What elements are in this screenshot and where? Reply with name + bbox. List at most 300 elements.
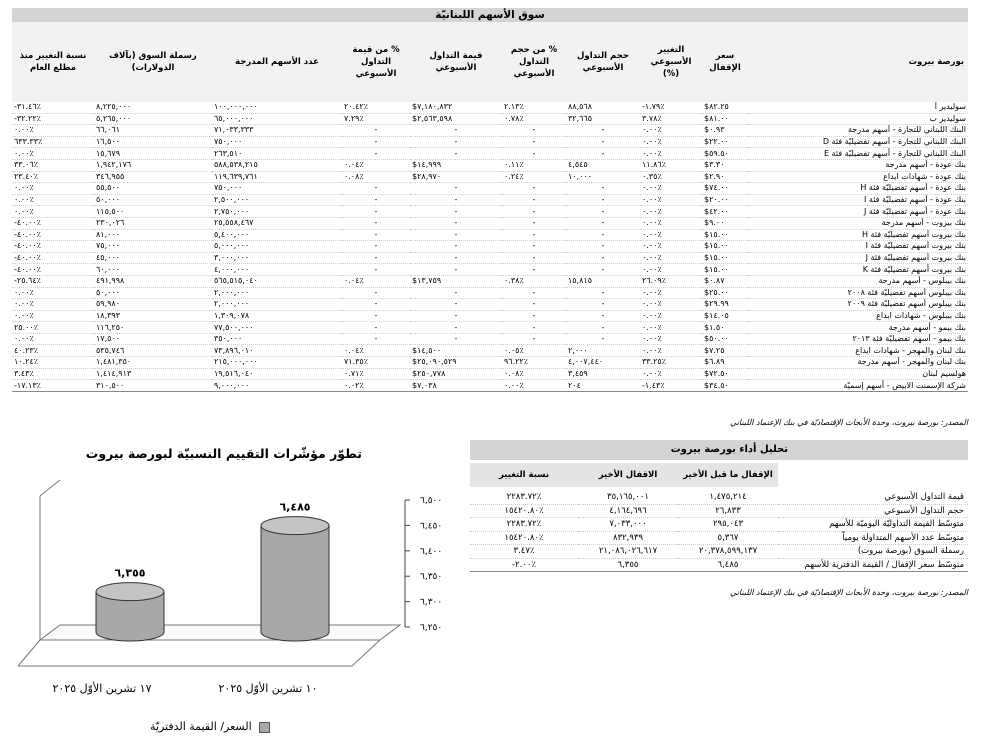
table-row xyxy=(12,217,968,229)
cell-weekly-change: ٠.٠٠٪ xyxy=(640,345,702,357)
cell-weekly-change: ٠.٠٠٪ xyxy=(640,217,702,229)
cell-weekly-volume: - xyxy=(566,310,640,322)
cell-ytd-change: ١٠.٢٤٪ xyxy=(12,357,94,369)
cell-price: $١٥.٠٠ xyxy=(702,264,748,276)
cell-volume-pct: - xyxy=(502,333,566,345)
cell-ytd-change: ٣.٤٣٪ xyxy=(12,368,94,380)
cell-volume-pct: - xyxy=(502,264,566,276)
cell-shares-listed: ٣,٠٠٠,٠٠٠ xyxy=(212,252,342,264)
cell-ytd-change: -٣١.٤٦٪ xyxy=(12,102,94,113)
cell-shares-listed: ٥٦٥,٥١٥,٠٤٠ xyxy=(212,275,342,287)
table-row xyxy=(12,345,968,357)
bar-body xyxy=(261,526,329,641)
cell-volume-pct: - xyxy=(502,287,566,299)
cell-price: $١٥.٠٠ xyxy=(702,229,748,241)
performance-title: تحليل أداء بورصة بيروت xyxy=(470,440,968,460)
cell-weekly-change: ٠.٠٠٪ xyxy=(640,136,702,148)
cell-weekly-volume: - xyxy=(566,252,640,264)
cell-price: $٥٠.٠٠ xyxy=(702,333,748,345)
header-name: بورصة بيروت xyxy=(748,22,968,102)
cell-shares-listed: ٢٦٣,٥١٠ xyxy=(212,148,342,160)
table-row xyxy=(12,159,968,171)
cell-value-pct: - xyxy=(342,194,410,206)
cell-ytd-change: ٠.٠٠٪ xyxy=(12,299,94,311)
cell-shares-listed: ١٠٠,٠٠٠,٠٠٠ xyxy=(212,102,342,113)
cell-value-pct: ٢٠.٤٢٪ xyxy=(342,102,410,113)
cell-market-cap: ٧٥,٠٠٠ xyxy=(94,241,212,253)
y-tick-label: ٦,٥٠٠ xyxy=(420,496,443,506)
table-row xyxy=(12,102,968,113)
cell-market-cap: ٤٥,٠٠٠ xyxy=(94,252,212,264)
cell-weekly-change: ٠.٠٠٪ xyxy=(640,229,702,241)
cell-weekly-change: ٣٣.٢٥٪ xyxy=(640,357,702,369)
cell-weekly-value: - xyxy=(410,229,502,241)
perf-cell-label: قيمة التداول الأسبوعي xyxy=(778,487,968,504)
cell-name: بنك لبنان والمهجر - أسهم مدرجة xyxy=(748,357,968,369)
perf-cell-prev-close: ٥,٣٦٧ xyxy=(678,531,778,545)
cell-shares-listed: ٥٨٨,٥٣٨,٢١٥ xyxy=(212,159,342,171)
bar-value-label: ٦,٣٥٥ xyxy=(114,566,146,580)
cell-value-pct: - xyxy=(342,148,410,160)
cell-weekly-volume: ٤,٥٤٥ xyxy=(566,159,640,171)
cell-name: بنك بيروت أسهم تفضيليّة فئة J xyxy=(748,252,968,264)
cell-market-cap: ١٦,٥٠٠ xyxy=(94,136,212,148)
cell-shares-listed: ٧٥٠,٠٠٠ xyxy=(212,183,342,195)
cell-price: $٠.٩٣ xyxy=(702,125,748,137)
cell-name: بنك بيبلوس - شهادات ايداع xyxy=(748,310,968,322)
cell-value-pct: - xyxy=(342,183,410,195)
cell-shares-listed: ٧٧,٥٠٠,٠٠٠ xyxy=(212,322,342,334)
cell-volume-pct: - xyxy=(502,310,566,322)
cell-ytd-change: ٠.٠٠٪ xyxy=(12,194,94,206)
bar-value-label: ٦,٤٨٥ xyxy=(279,500,311,514)
cell-weekly-volume: - xyxy=(566,194,640,206)
cell-weekly-change: -١.٧٩٪ xyxy=(640,102,702,113)
cell-weekly-change: ٠.٠٠٪ xyxy=(640,183,702,195)
cell-shares-listed: ٧٥٠,٠٠٠ xyxy=(212,136,342,148)
perf-header-change: نسبة التغيير xyxy=(470,463,578,487)
valuation-chart xyxy=(0,470,470,720)
cell-market-cap: ٥٠,٠٠٠ xyxy=(94,287,212,299)
table-row xyxy=(12,125,968,137)
cell-shares-listed: ٥,٤٠٠,٠٠٠ xyxy=(212,229,342,241)
cell-name: هولسيم لبنان xyxy=(748,368,968,380)
cell-weekly-change: ٠.٠٠٪ xyxy=(640,125,702,137)
cell-volume-pct: - xyxy=(502,229,566,241)
cell-ytd-change: -٤٠.٠٠٪ xyxy=(12,252,94,264)
cell-market-cap: ١١٦,٢٥٠ xyxy=(94,322,212,334)
cell-volume-pct: - xyxy=(502,206,566,218)
cell-weekly-change: ٠.٠٠٪ xyxy=(640,206,702,218)
table-row xyxy=(12,171,968,183)
header-shares-listed: عدد الأسهم المدرجة xyxy=(212,22,342,102)
cell-weekly-volume: ٣,٤٥٩ xyxy=(566,368,640,380)
perf-cell-change: ٢٢٨٣.٧٢٪ xyxy=(470,518,578,532)
cell-ytd-change: ٦٣٣.٣٣٪ xyxy=(12,136,94,148)
table-row xyxy=(12,322,968,334)
cell-price: $٢٠.٠٠ xyxy=(702,194,748,206)
cell-weekly-value: $١٣,٧٥٩ xyxy=(410,275,502,287)
cell-volume-pct: - xyxy=(502,252,566,264)
stock-rows xyxy=(12,102,968,391)
cell-value-pct: - xyxy=(342,252,410,264)
cell-ytd-change: ٤٠.٢٣٪ xyxy=(12,345,94,357)
cell-weekly-change: ٠.٠٠٪ xyxy=(640,287,702,299)
cell-weekly-volume: ٤,٠٠٧,٤٤٠ xyxy=(566,357,640,369)
perf-cell-change: ١٥٤٢٠.٨٠٪ xyxy=(470,504,578,518)
cell-ytd-change: ٠.٠٠٪ xyxy=(12,287,94,299)
cell-shares-listed: ٦٥,٠٠٠,٠٠٠ xyxy=(212,113,342,125)
cell-market-cap: ٣٤٦,٩٥٥ xyxy=(94,171,212,183)
table-row xyxy=(12,194,968,206)
table-header-row xyxy=(12,22,968,102)
chart-plot-area xyxy=(40,496,400,640)
cell-shares-listed: ٧٣,٨٩٦,٠١٠ xyxy=(212,345,342,357)
table-row xyxy=(12,333,968,345)
cell-price: $١٤.٠٥ xyxy=(702,310,748,322)
cell-volume-pct: ٠.١١٪ xyxy=(502,159,566,171)
cell-weekly-value: $٢٥٠,٧٧٨ xyxy=(410,368,502,380)
table-row xyxy=(12,241,968,253)
cell-market-cap: ١,٩٤٢,١٧٦ xyxy=(94,159,212,171)
cell-value-pct: ٧.٢٩٪ xyxy=(342,113,410,125)
cell-weekly-volume: - xyxy=(566,217,640,229)
cell-weekly-volume: - xyxy=(566,183,640,195)
cell-market-cap: ٥٥,٥٠٠ xyxy=(94,183,212,195)
cell-market-cap: ١,٤١٤,٩١٣ xyxy=(94,368,212,380)
cell-weekly-change: ٠.٠٠٪ xyxy=(640,299,702,311)
perf-header-prev-close: الإقفال ما قبل الأخير xyxy=(678,463,778,487)
cell-name: بنك بيروت أسهم تفضيليّة فئة H xyxy=(748,229,968,241)
cell-value-pct: - xyxy=(342,229,410,241)
cell-market-cap: ١٨,٣٩٣ xyxy=(94,310,212,322)
bar-top xyxy=(261,517,329,535)
x-axis-label: ١٠ تشرين الأوّل ٢٠٢٥ xyxy=(218,682,318,695)
cell-market-cap: ١١٥,٥٠٠ xyxy=(94,206,212,218)
cell-weekly-change: ٣.٧٨٪ xyxy=(640,113,702,125)
cell-weekly-change: ٠.٠٠٪ xyxy=(640,241,702,253)
cell-market-cap: ٦٦,٠٦١ xyxy=(94,125,212,137)
chart-floor xyxy=(40,625,400,640)
cell-ytd-change: ٠.٠٠٪ xyxy=(12,333,94,345)
cell-weekly-volume: - xyxy=(566,206,640,218)
perf-cell-label: متوسّط سعر الإقفال / القيمة الدفترية للأسهم xyxy=(778,558,968,572)
cell-volume-pct: ٠.٠٠٪ xyxy=(502,380,566,392)
table-row xyxy=(12,275,968,287)
cell-volume-pct: ٠.٧٨٪ xyxy=(502,113,566,125)
y-tick-label: ٦,٣٥٠ xyxy=(420,572,443,583)
cell-weekly-change: ٢٦.٠٩٪ xyxy=(640,275,702,287)
performance-table xyxy=(470,463,968,572)
perf-row xyxy=(470,487,968,504)
cell-volume-pct: - xyxy=(502,136,566,148)
perf-cell-prev-close: ٢٦,٨٣٣ xyxy=(678,504,778,518)
cell-value-pct: ٠.٠٤٪ xyxy=(342,159,410,171)
cell-weekly-value: - xyxy=(410,136,502,148)
cell-weekly-change: ٠.٠٠٪ xyxy=(640,264,702,276)
cell-price: $١٥.٠٠ xyxy=(702,252,748,264)
cell-value-pct: - xyxy=(342,333,410,345)
cell-market-cap: ٥٠,٠٠٠ xyxy=(94,194,212,206)
table-row xyxy=(12,380,968,392)
cell-weekly-value: - xyxy=(410,299,502,311)
cell-weekly-volume: - xyxy=(566,322,640,334)
cell-volume-pct: ٠.٠٥٪ xyxy=(502,345,566,357)
cell-value-pct: ٠.٠٢٪ xyxy=(342,380,410,392)
cell-weekly-volume: - xyxy=(566,264,640,276)
cell-ytd-change: -٢٥.٦٤٪ xyxy=(12,275,94,287)
cell-ytd-change: ٢٣.٤٠٪ xyxy=(12,171,94,183)
cell-name: بنك عودة - أسهم تفضيليّة فئة I xyxy=(748,194,968,206)
cell-weekly-change: -١.٤٣٪ xyxy=(640,380,702,392)
cell-weekly-value: $٧,١٨٠,٨٣٢ xyxy=(410,102,502,113)
cell-ytd-change: -٤٠.٠٠٪ xyxy=(12,264,94,276)
cell-weekly-value: $١٤,٩٩٩ xyxy=(410,159,502,171)
cell-weekly-volume: ١٠,٠٠٠ xyxy=(566,171,640,183)
cell-ytd-change: -٤٠.٠٠٪ xyxy=(12,241,94,253)
y-tick-label: ٦,٤٠٠ xyxy=(420,546,443,557)
cell-ytd-change: ٣٣.٠٦٪ xyxy=(12,159,94,171)
performance-source: المصدر: بورصة بيروت، وحدة الأبحاث الإقتصاديّة في بنك الإعتماد اللبناني xyxy=(730,588,968,597)
perf-cell-label: متوسّط القيمة التداوليّة اليوميّة للأسهم xyxy=(778,518,968,532)
cell-weekly-value: - xyxy=(410,206,502,218)
header-weekly-change: التغيير الأسبوعي (%) xyxy=(640,22,702,102)
cell-name: بنك بيروت - أسهم مدرجة xyxy=(748,217,968,229)
cell-ytd-change: -٣٢.٢٢٪ xyxy=(12,113,94,125)
cell-weekly-volume: - xyxy=(566,229,640,241)
cell-volume-pct: - xyxy=(502,322,566,334)
perf-cell-prev-close: ٢٩٥,٠٤٣ xyxy=(678,518,778,532)
cell-value-pct: - xyxy=(342,241,410,253)
cell-weekly-value: - xyxy=(410,287,502,299)
table-row xyxy=(12,229,968,241)
cell-price: $٣.٣٠ xyxy=(702,159,748,171)
chart-legend xyxy=(150,720,270,733)
cell-name: البنك اللبناني للتجارة - أسهم مدرجة xyxy=(748,125,968,137)
cell-price: $٦.٨٩ xyxy=(702,357,748,369)
perf-cell-prev-close: ٦,٤٨٥ xyxy=(678,558,778,572)
cell-ytd-change: ٠.٠٠٪ xyxy=(12,310,94,322)
cell-ytd-change: ٠.٠٠٪ xyxy=(12,206,94,218)
cell-weekly-value: - xyxy=(410,194,502,206)
cell-name: بنك بيروت أسهم تفضيليّة فئة I xyxy=(748,241,968,253)
perf-cell-change: ١٥٤٢٠.٨٠٪ xyxy=(470,531,578,545)
cell-ytd-change: -٤٠.٠٠٪ xyxy=(12,229,94,241)
cell-price: $٢.٩٠ xyxy=(702,171,748,183)
chart-title: تطوّر مؤشّرات التقييم النسبيّة لبورصة بيروت xyxy=(85,446,362,461)
table-row xyxy=(12,264,968,276)
cell-weekly-change: ٠.٠٠٪ xyxy=(640,148,702,160)
perf-header-blank xyxy=(778,463,968,487)
cell-name: البنك اللبناني للتجارة - أسهم تفضيليّة فئة E xyxy=(748,148,968,160)
cell-price: $١٥.٠٠ xyxy=(702,241,748,253)
table-row xyxy=(12,252,968,264)
cell-market-cap: ٥٣٥,٧٤٦ xyxy=(94,345,212,357)
perf-cell-change: ٣.٤٧٪ xyxy=(470,545,578,559)
cell-name: بنك بيمو - أسهم تفضيليّة فئة ٢٠١٣ xyxy=(748,333,968,345)
cell-shares-listed: ٢٥,٥٥٨,٤٦٧ xyxy=(212,217,342,229)
cell-weekly-value: - xyxy=(410,322,502,334)
cell-value-pct: - xyxy=(342,125,410,137)
cell-weekly-value: - xyxy=(410,264,502,276)
y-tick-label: ٦,٤٥٠ xyxy=(420,521,443,532)
cell-price: $٣٤.٥٠ xyxy=(702,380,748,392)
table-row xyxy=(12,310,968,322)
perf-cell-label: رسملة السوق (بورصة بيروت) xyxy=(778,545,968,559)
cell-price: $٥٩.٥٠ xyxy=(702,148,748,160)
header-volume-pct: % من حجم التداول الأسبوعي xyxy=(502,22,566,102)
cell-price: $٩.٠٠ xyxy=(702,217,748,229)
cell-value-pct: - xyxy=(342,264,410,276)
cell-price: $٧٢.٥٠ xyxy=(702,368,748,380)
cell-market-cap: ٨١,٠٠٠ xyxy=(94,229,212,241)
chart-bar xyxy=(261,501,329,641)
cell-weekly-value: $١٤,٥٠٠ xyxy=(410,345,502,357)
cell-price: $٢٢.٠٠ xyxy=(702,136,748,148)
perf-header-row xyxy=(470,463,968,487)
cell-volume-pct: ٢.١٣٪ xyxy=(502,102,566,113)
perf-cell-last-close: ٤,١٦٤,٦٩٦ xyxy=(578,504,678,518)
cell-market-cap: ٤٩١,٩٩٨ xyxy=(94,275,212,287)
cell-volume-pct: - xyxy=(502,217,566,229)
cell-ytd-change: -٤٠.٠٠٪ xyxy=(12,217,94,229)
cell-volume-pct: - xyxy=(502,148,566,160)
cell-weekly-volume: ٨٨,٥٦٨ xyxy=(566,102,640,113)
chart-floor-right xyxy=(352,640,380,666)
cell-ytd-change: ٠.٠٠٪ xyxy=(12,183,94,195)
cell-value-pct: - xyxy=(342,287,410,299)
header-market-cap: رسملة السوق (بآلاف الدولارات) xyxy=(94,22,212,102)
table-row xyxy=(12,206,968,218)
cell-value-pct: - xyxy=(342,299,410,311)
cell-weekly-volume: ٣٢,٦٦٥ xyxy=(566,113,640,125)
cell-ytd-change: -١٧.١٣٪ xyxy=(12,380,94,392)
cell-weekly-value: - xyxy=(410,125,502,137)
cell-volume-pct: ٠.٢٤٪ xyxy=(502,171,566,183)
cell-market-cap: ٦٠,٠٠٠ xyxy=(94,264,212,276)
cell-market-cap: ١٥,٦٧٩ xyxy=(94,148,212,160)
cell-weekly-change: ٠.٠٠٪ xyxy=(640,368,702,380)
cell-market-cap: ٥,٢٦٥,٠٠٠ xyxy=(94,113,212,125)
table-row xyxy=(12,113,968,125)
cell-market-cap: ٢٣٠,٠٢٦ xyxy=(94,217,212,229)
cell-shares-listed: ٣٥٠,٠٠٠ xyxy=(212,333,342,345)
cell-value-pct: ٠.٠٤٪ xyxy=(342,275,410,287)
cell-price: $٨٢.٢٥ xyxy=(702,102,748,113)
cell-weekly-value: $٢,٥٦٣,٥٩٨ xyxy=(410,113,502,125)
cell-volume-pct: - xyxy=(502,299,566,311)
bar-top xyxy=(96,583,164,601)
cell-value-pct: - xyxy=(342,206,410,218)
cell-weekly-volume: - xyxy=(566,136,640,148)
header-weekly-volume: حجم التداول الأسبوعي xyxy=(566,22,640,102)
cell-weekly-value: $٢٥,٠٩٠,٥٢٩ xyxy=(410,357,502,369)
cell-weekly-value: - xyxy=(410,217,502,229)
cell-shares-listed: ٥,٠٠٠,٠٠٠ xyxy=(212,241,342,253)
header-ytd-change: نسبة التغيير منذ مطلع العام xyxy=(12,22,94,102)
header-value-pct: % من قيمة التداول الأسبوعي xyxy=(342,22,410,102)
cell-weekly-volume: - xyxy=(566,333,640,345)
x-axis-labels xyxy=(53,681,318,695)
cell-value-pct: ٧١.٣٥٪ xyxy=(342,357,410,369)
table-row xyxy=(12,368,968,380)
cell-weekly-value: - xyxy=(410,310,502,322)
stock-market-table xyxy=(12,22,968,392)
table-row xyxy=(12,299,968,311)
perf-cell-prev-close: ١,٤٧٥,٢١٤ xyxy=(678,487,778,504)
cell-weekly-value: $٧,٠٣٨ xyxy=(410,380,502,392)
cell-weekly-volume: - xyxy=(566,125,640,137)
chart-top-edge xyxy=(40,480,60,496)
cell-volume-pct: - xyxy=(502,241,566,253)
table-row xyxy=(12,183,968,195)
cell-weekly-change: ٠.٠٠٪ xyxy=(640,322,702,334)
cell-shares-listed: ٢,٥٠٠,٠٠٠ xyxy=(212,194,342,206)
cell-name: شركة الإسمنت الابيض - أسهم إسميّة xyxy=(748,380,968,392)
cell-weekly-value: $٢٨,٩٧٠ xyxy=(410,171,502,183)
legend-swatch xyxy=(259,722,270,733)
perf-cell-last-close: ٢١,٠٨٦,٠٢٦,٦١٧ xyxy=(578,545,678,559)
cell-price: $٧.٢٥ xyxy=(702,345,748,357)
legend-label: السعر/ القيمة الدفتريّة xyxy=(150,720,252,733)
perf-cell-last-close: ٦,٣٥٥ xyxy=(578,558,678,572)
cell-shares-listed: ٢,٠٠٠,٠٠٠ xyxy=(212,299,342,311)
cell-weekly-change: ١١.٨٦٪ xyxy=(640,159,702,171)
cell-weekly-change: ٠.٠٠٪ xyxy=(640,252,702,264)
performance-rows xyxy=(470,487,968,572)
cell-market-cap: ٨,٢٢٥,٠٠٠ xyxy=(94,102,212,113)
cell-name: البنك اللبناني للتجارة - أسهم تفضيليّة فئة D xyxy=(748,136,968,148)
cell-shares-listed: ٢,٠٠٠,٠٠٠ xyxy=(212,287,342,299)
y-axis-ticks xyxy=(405,496,442,633)
cell-weekly-volume: - xyxy=(566,299,640,311)
cell-name: بنك بيبلوس أسهم تفضيليّة فئة ٢٠٠٨ xyxy=(748,287,968,299)
perf-cell-label: حجم التداول الأسبوعي xyxy=(778,504,968,518)
cell-name: سوليدير أ xyxy=(748,102,968,113)
market-table-title: سوق الأسهم اللبنانيّة xyxy=(12,8,968,22)
cell-ytd-change: ٢٥.٠٠٪ xyxy=(12,322,94,334)
perf-cell-prev-close: ٢٠,٣٧٨,٥٩٩,١٣٧ xyxy=(678,545,778,559)
cell-weekly-volume: - xyxy=(566,241,640,253)
cell-volume-pct: ٠.٣٨٪ xyxy=(502,275,566,287)
cell-volume-pct: - xyxy=(502,183,566,195)
cell-volume-pct: - xyxy=(502,125,566,137)
cell-ytd-change: ٠.٠٠٪ xyxy=(12,148,94,160)
cell-weekly-value: - xyxy=(410,333,502,345)
cell-name: بنك لبنان والمهجر - شهادات ايداع xyxy=(748,345,968,357)
cell-value-pct: - xyxy=(342,310,410,322)
cell-weekly-volume: - xyxy=(566,148,640,160)
perf-row xyxy=(470,518,968,532)
cell-name: بنك بيبلوس - أسهم مدرجة xyxy=(748,275,968,287)
perf-cell-last-close: ٣٥,١٦٥,٠٠١ xyxy=(578,487,678,504)
cell-value-pct: ٠.٠٨٪ xyxy=(342,171,410,183)
cell-value-pct: - xyxy=(342,136,410,148)
cell-weekly-value: - xyxy=(410,241,502,253)
header-price: سعر الإقفال xyxy=(702,22,748,102)
cell-market-cap: ١,٤٨١,٣٥٠ xyxy=(94,357,212,369)
cell-weekly-volume: ١٥,٨١٥ xyxy=(566,275,640,287)
cell-market-cap: ٥٩,٩٨٠ xyxy=(94,299,212,311)
cell-weekly-volume: - xyxy=(566,287,640,299)
cell-shares-listed: ٢١٥,٠٠٠,٠٠٠ xyxy=(212,357,342,369)
cell-name: بنك عودة - أسهم مدرجة xyxy=(748,159,968,171)
cell-value-pct: ٠.٧١٪ xyxy=(342,368,410,380)
perf-row xyxy=(470,558,968,572)
cell-shares-listed: ٧١,٠٣٣,٣٣٣ xyxy=(212,125,342,137)
cell-weekly-value: - xyxy=(410,252,502,264)
cell-name: بنك بيروت أسهم تفضيليّة فئة K xyxy=(748,264,968,276)
